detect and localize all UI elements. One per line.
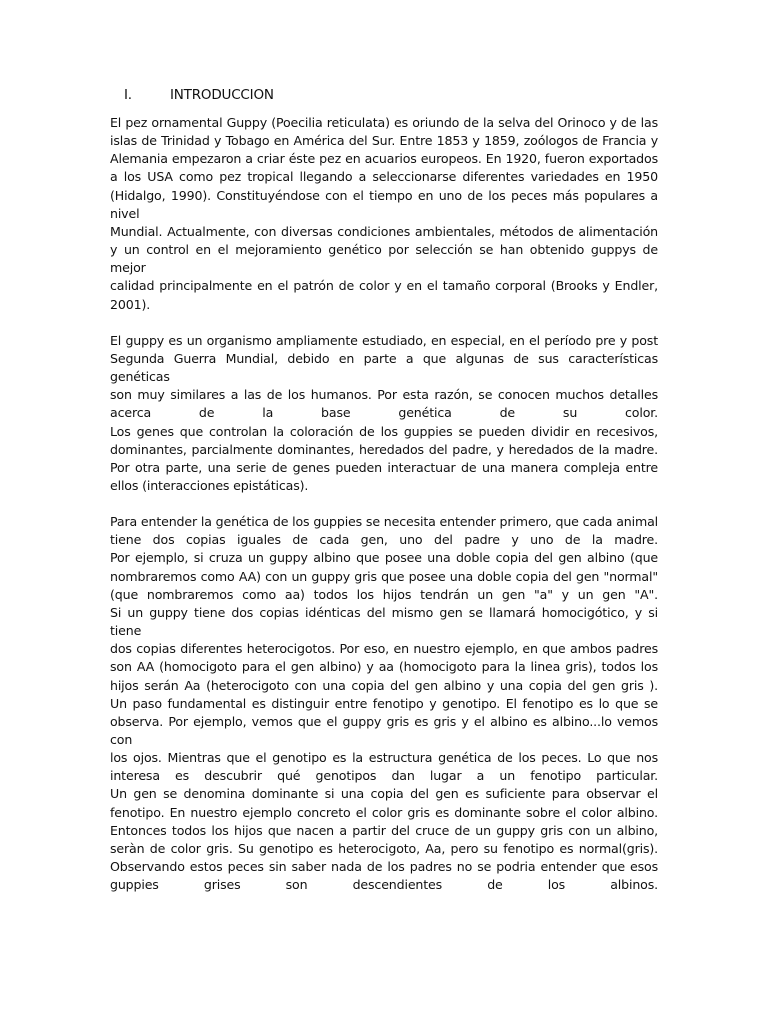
text-line: observa. Por ejemplo, vemos que el guppy gris es gris y el albino es albino...lo vemos con bbox=[110, 713, 658, 747]
text-line: Por ejemplo, si cruza un guppy albino que posee una doble copia del gen albino (que bbox=[110, 550, 658, 566]
body-text bbox=[110, 114, 658, 894]
text-line: Si un guppy tiene dos copias idénticas del mismo gen se llamará homocigótico, y si tiene bbox=[110, 604, 658, 639]
text-line: Segunda Guerra Mundial, debido en parte a que algunas de sus características genéticas bbox=[110, 350, 658, 385]
paragraph bbox=[110, 513, 658, 894]
text-line: fenotipo. En nuestro ejemplo concreto el color gris es dominante sobre el color albino. bbox=[110, 804, 658, 820]
document-page bbox=[110, 86, 658, 894]
section-heading bbox=[110, 86, 658, 104]
text-line: El pez ornamental Guppy (Poecilia reticulata) es oriundo de la selva del Orinoco y de las bbox=[110, 115, 658, 130]
paragraph bbox=[110, 114, 658, 314]
text-line: Los genes que controlan la coloración de los guppies se pueden dividir en recesivos, bbox=[110, 423, 658, 439]
text-line: son muy similares a las de los humanos. Por esta razón, se conocen muchos detalles bbox=[110, 387, 658, 403]
text-line: Observando estos peces sin saber nada de los padres no se podria entender que esos bbox=[110, 859, 658, 875]
text-line: Un gen se denomina dominante si una copia del gen es suficiente para observar el bbox=[110, 786, 658, 802]
text-line: Entonces todos los hijos que nacen a partir del cruce de un guppy gris con un albino, bbox=[110, 822, 658, 838]
text-line: y un control en el mejoramiento genético por selección se han obtenido guppys de mejor bbox=[110, 242, 658, 276]
text-line: (que nombraremos como aa) todos los hijos tendrán un gen "a" y un gen "A". bbox=[110, 586, 658, 602]
text-line: islas de Trinidad y Tobago en América del Sur. Entre 1853 y 1859, zoólogos de Francia y bbox=[110, 133, 658, 149]
paragraph bbox=[110, 332, 658, 495]
text-line: Para entender la genética de los guppies se necesita entender primero, que cada animal bbox=[110, 514, 658, 530]
section-title: INTRODUCCION bbox=[170, 87, 274, 103]
text-line: El guppy es un organismo ampliamente estudiado, en especial, en el período pre y post bbox=[110, 332, 658, 348]
text-line: Alemania empezaron a criar éste pez en acuarios europeos. En 1920, fueron exportados bbox=[110, 151, 658, 167]
text-line: dominantes, parcialmente dominantes, heredados del padre, y heredados de la madre. bbox=[110, 441, 658, 457]
text-line: Mundial. Actualmente, con diversas condiciones ambientales, métodos de alimentación bbox=[110, 223, 658, 239]
text-line: interesa es descubrir qué genotipos dan lugar a un fenotipo particular. bbox=[110, 768, 658, 784]
text-line: guppies grises son descendientes de los albinos. bbox=[110, 877, 658, 893]
text-line: los ojos. Mientras que el genotipo es la estructura genética de los peces. Lo que nos bbox=[110, 750, 658, 766]
text-line: calidad principalmente en el patrón de color y en el tamaño corporal (Brooks y Endler, bbox=[110, 278, 658, 294]
text-line: son AA (homocigoto para el gen albino) y aa (homocigoto para la linea gris), todos los bbox=[110, 659, 658, 675]
text-line: acerca de la base genética de su color. bbox=[110, 405, 658, 421]
text-line: hijos serán Aa (heterocigoto con una copia del gen albino y una copia del gen gris ). bbox=[110, 677, 658, 693]
text-line: 2001). bbox=[110, 296, 151, 312]
text-line: seràn de color gris. Su genotipo es heterocigoto, Aa, pero su fenotipo es normal(gris). bbox=[110, 840, 658, 856]
text-line: (Hidalgo, 1990). Constituyéndose con el tiempo en uno de los peces más populares a nivel bbox=[110, 187, 658, 221]
text-line: nombraremos como AA) con un guppy gris que posee una doble copia del gen "normal" bbox=[110, 568, 658, 584]
text-line: Un paso fundamental es distinguir entre fenotipo y genotipo. El fenotipo es lo que se bbox=[110, 695, 658, 711]
section-number: I. bbox=[124, 87, 132, 103]
text-line: tiene dos copias iguales de cada gen, uno del padre y uno de la madre. bbox=[110, 532, 658, 548]
text-line: a los USA como pez tropical llegando a seleccionarse diferentes variedades en 1950 bbox=[110, 169, 658, 185]
text-line: dos copias diferentes heterocigotos. Por eso, en nuestro ejemplo, en que ambos padres bbox=[110, 641, 658, 657]
text-line: Por otra parte, una serie de genes pueden interactuar de una manera compleja entre bbox=[110, 459, 658, 475]
text-line: ellos (interacciones epistáticas). bbox=[110, 477, 309, 493]
